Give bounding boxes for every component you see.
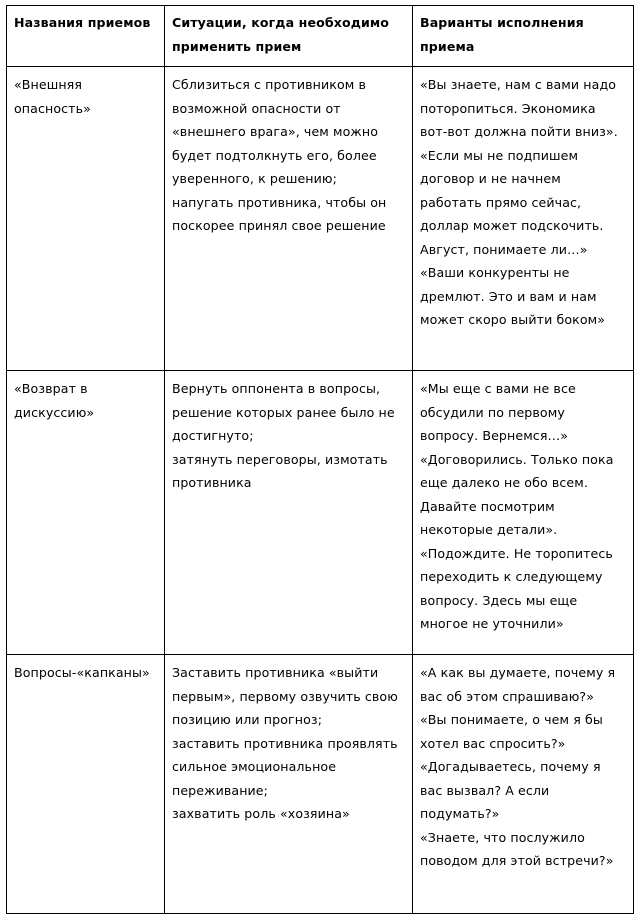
variant-item: «Догадываетесь, почему я вас вызвал? А если подумать?» — [420, 759, 601, 821]
cell-variants — [413, 371, 634, 655]
column-header-names — [7, 6, 165, 67]
situation-item: напугать противника, чтобы он поскорее принял свое решение — [172, 194, 387, 233]
table-header-row — [7, 6, 634, 67]
column-header-variants-label: Варианты исполнения приема — [420, 15, 584, 54]
table-row — [7, 371, 634, 655]
table-row — [7, 655, 634, 914]
variant-item: «Ваши конкуренты не дремлют. Это и вам и нам может скоро выйти боком» — [420, 265, 606, 327]
document-page — [0, 5, 640, 911]
column-header-names-label: Названия приемов — [14, 15, 151, 30]
column-header-situations — [165, 6, 413, 67]
variant-item: «Мы еще с вами не все обсудили по первому вопросу. Вернемся…» — [420, 381, 576, 443]
variant-item: «Вы знаете, нам с вами надо поторопиться. Экономика вот-вот должна пойти вниз». — [420, 77, 618, 139]
variant-item: «Если мы не подпишем договор и не начнем работать прямо сейчас, доллар может подскочить. Август, понимаете ли…» — [420, 147, 604, 257]
variant-item: «Вы понимаете, о чем я бы хотел вас спросить?» — [420, 712, 603, 751]
technique-name-label: Вопросы-«капканы» — [14, 665, 150, 680]
cell-technique-name — [7, 371, 165, 655]
cell-variants — [413, 655, 634, 914]
situation-item: захватить роль «хозяина» — [172, 806, 350, 821]
cell-variants — [413, 67, 634, 371]
cell-situations — [165, 371, 413, 655]
cell-situations — [165, 655, 413, 914]
situation-item: Сблизиться с противником в возможной опасности от «внешнего врага», чем можно будет подтолкнуть его, более уверенного, к решению; — [172, 77, 379, 186]
cell-technique-name — [7, 67, 165, 371]
variant-item: «Подождите. Не торопитесь переходить к следующему вопросу. Здесь мы еще многое не уточнили» — [420, 545, 613, 631]
situation-item: заставить противника проявлять сильное эмоциональное переживание; — [172, 735, 398, 798]
table-row — [7, 67, 634, 371]
tactics-table — [6, 5, 634, 914]
technique-name-label: «Внешняя опасность» — [14, 77, 91, 116]
table-header — [7, 6, 634, 67]
variant-item: «Договорились. Только пока еще далеко не обо всем. Давайте посмотрим некоторые детали». — [420, 451, 614, 537]
column-header-situations-label: Ситуации, когда необходимо применить прием — [172, 15, 390, 54]
table-body — [7, 67, 634, 914]
situation-item: Заставить противника «выйти первым», первому озвучить свою позицию или прогноз; — [172, 665, 398, 727]
variant-item: «А как вы думаете, почему я вас об этом спрашиваю?» — [420, 665, 616, 704]
cell-technique-name — [7, 655, 165, 914]
column-header-variants — [413, 6, 634, 67]
situation-item: Вернуть оппонента в вопросы, решение которых ранее было не достигнуто; — [172, 381, 395, 443]
situation-item: затянуть переговоры, измотать противника — [172, 451, 388, 490]
cell-situations — [165, 67, 413, 371]
variant-item: «Знаете, что послужило поводом для этой встречи?» — [420, 829, 614, 868]
technique-name-label: «Возврат в дискуссию» — [14, 381, 95, 420]
